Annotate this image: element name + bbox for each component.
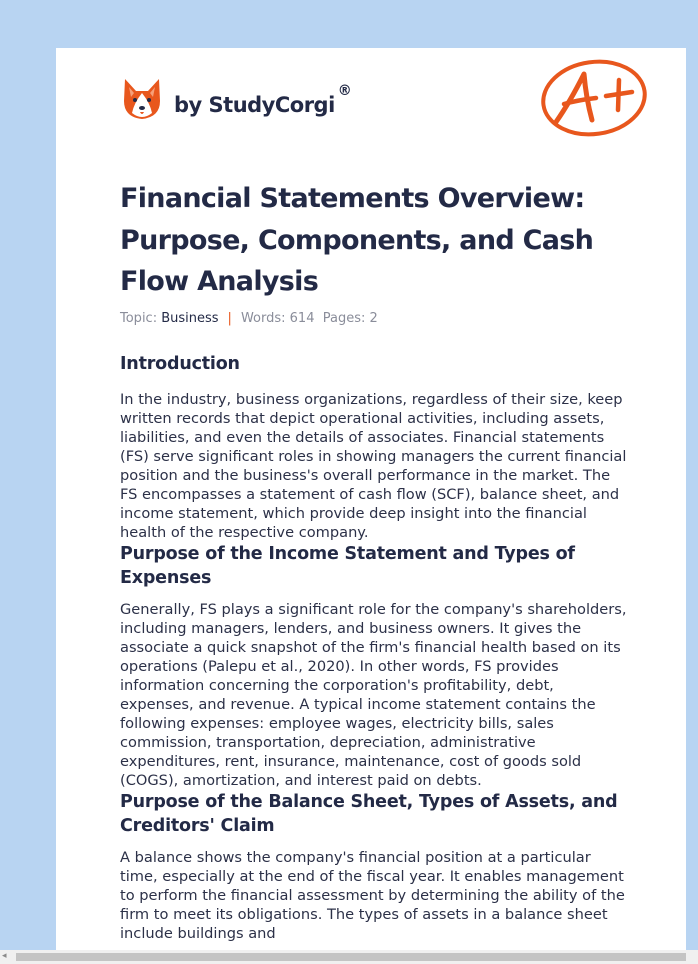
document-title: Financial Statements Overview: Purpose, Components, and Cash Flow Analysis: [120, 183, 594, 297]
a-plus-grade-icon: [538, 58, 648, 140]
corgi-logo-icon: [122, 77, 162, 121]
meta-separator: |: [227, 311, 232, 326]
page-count: 2: [369, 311, 378, 326]
horizontal-scrollbar[interactable]: [0, 950, 698, 964]
document-meta: [120, 311, 378, 326]
pages-label: Pages:: [322, 311, 366, 326]
section-heading-balance-sheet: Purpose of the Balance Sheet, Types of Assets, and Creditors' Claim: [120, 792, 618, 836]
word-count: 614: [289, 311, 315, 326]
words-label: Words:: [240, 311, 286, 326]
topic-label: Topic:: [120, 311, 158, 326]
section-heading-income-statement: Purpose of the Income Statement and Types of Expenses: [120, 544, 575, 588]
topic-link[interactable]: Business: [161, 311, 219, 326]
document-body: [120, 352, 630, 943]
section-body-balance-sheet: A balance shows the company's financial position at a particular time, especially at the end of the fiscal year. It enables management to perform the financial assessment by determining the ability of the firm to meet its obligations. The types of assets in a balance sheet include buildings and: [120, 849, 625, 942]
scroll-left-arrow-icon[interactable]: ◂: [2, 951, 7, 961]
section-heading-introduction: Introduction: [120, 354, 240, 374]
scrollbar-thumb[interactable]: [16, 953, 686, 961]
section-body-income-statement: Generally, FS plays a significant role for the company's shareholders, including managers, lenders, and business owners. It gives the associate a quick snapshot of the firm's financial health based on its operations (Palepu et al., 2020). In other words, FS provides information concerning the corporation's profitability, debt, expenses, and revenue. A typical income statement contains the following expenses: employee wages, electricity bills, sales commission, transportation, depreciation, administrative expenditures, rent, insurance, maintenance, cost of goods sold (COGS), amortization, and interest paid on debts.: [120, 601, 627, 789]
section-body-introduction: In the industry, business organizations, regardless of their size, keep written records that depict operational activities, including assets, liabilities, and even the details of associates. Financial statements (FS) serve significant roles in showing managers the current financial position and the business's overall performance in the market. The FS encompasses a statement of cash flow (SCF), balance sheet, and income statement, which provide deep insight into the financial health of the respective company.: [120, 391, 627, 541]
studycorgi-logo[interactable]: [122, 76, 351, 122]
brand-name: by StudyCorgi: [174, 93, 335, 117]
document-page: [56, 48, 686, 950]
registered-mark: ®: [337, 83, 352, 99]
